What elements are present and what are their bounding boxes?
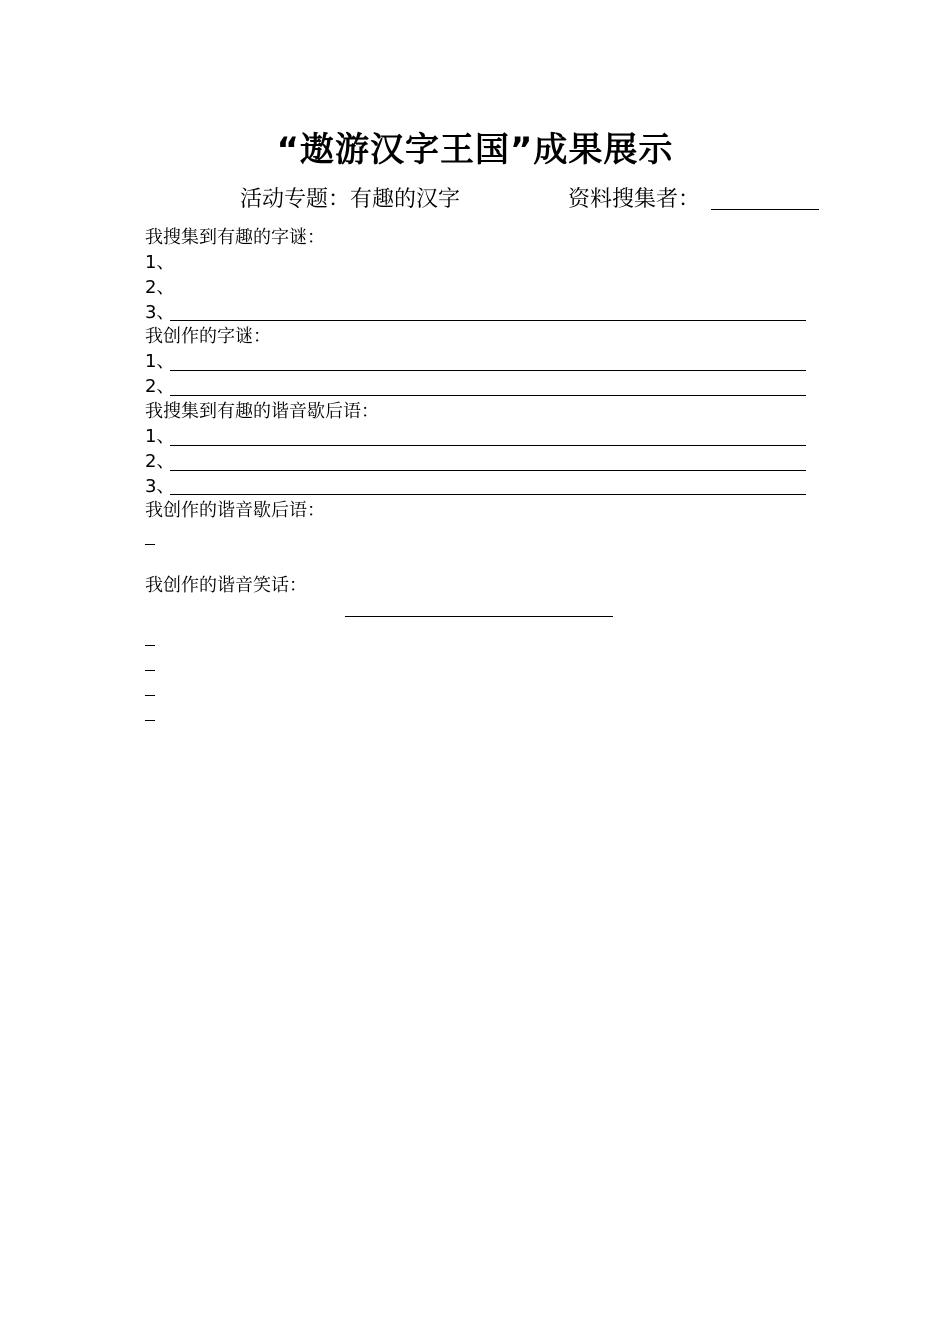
document-title: “遨游汉字王国”成果展示 bbox=[276, 130, 674, 170]
riddle-created-number-2: 2、 bbox=[145, 376, 175, 397]
riddle-collected-number-3: 3、 bbox=[145, 302, 175, 323]
activity-topic: 活动专题：有趣的汉字 bbox=[240, 187, 461, 212]
xiehouyu-collected-heading: 我搜集到有趣的谐音歇后语： bbox=[145, 401, 379, 422]
riddle-collected-number-1: 1、 bbox=[145, 252, 175, 273]
xiehouyu-created-blank-mark bbox=[145, 544, 155, 545]
riddles-created-heading: 我创作的字谜： bbox=[145, 326, 271, 347]
riddle-created-number-1: 1、 bbox=[145, 351, 175, 372]
riddle-collected-answer-line-3[interactable] bbox=[170, 320, 806, 321]
xiehouyu-collected-number-1: 1、 bbox=[145, 426, 175, 447]
collector-name-blank[interactable] bbox=[711, 209, 819, 210]
riddles-collected-heading: 我搜集到有趣的字谜： bbox=[145, 227, 325, 248]
joke-blank-mark-1 bbox=[145, 645, 155, 646]
riddle-created-answer-line-2[interactable] bbox=[170, 395, 806, 396]
joke-blank-mark-4 bbox=[145, 720, 155, 721]
jokes-created-heading: 我创作的谐音笑话： bbox=[145, 575, 307, 596]
riddle-created-answer-line-1[interactable] bbox=[170, 370, 806, 371]
riddle-collected-number-2: 2、 bbox=[145, 277, 175, 298]
collector-label: 资料搜集者： bbox=[568, 187, 701, 212]
xiehouyu-collected-answer-line-2[interactable] bbox=[170, 470, 806, 471]
joke-blank-mark-3 bbox=[145, 695, 155, 696]
xiehouyu-collected-number-3: 3、 bbox=[145, 476, 175, 497]
xiehouyu-created-heading: 我创作的谐音歇后语： bbox=[145, 500, 325, 521]
xiehouyu-collected-answer-line-3[interactable] bbox=[170, 494, 806, 495]
xiehouyu-collected-answer-line-1[interactable] bbox=[170, 445, 806, 446]
jokes-created-answer-line[interactable] bbox=[345, 616, 613, 617]
joke-blank-mark-2 bbox=[145, 670, 155, 671]
xiehouyu-collected-number-2: 2、 bbox=[145, 451, 175, 472]
